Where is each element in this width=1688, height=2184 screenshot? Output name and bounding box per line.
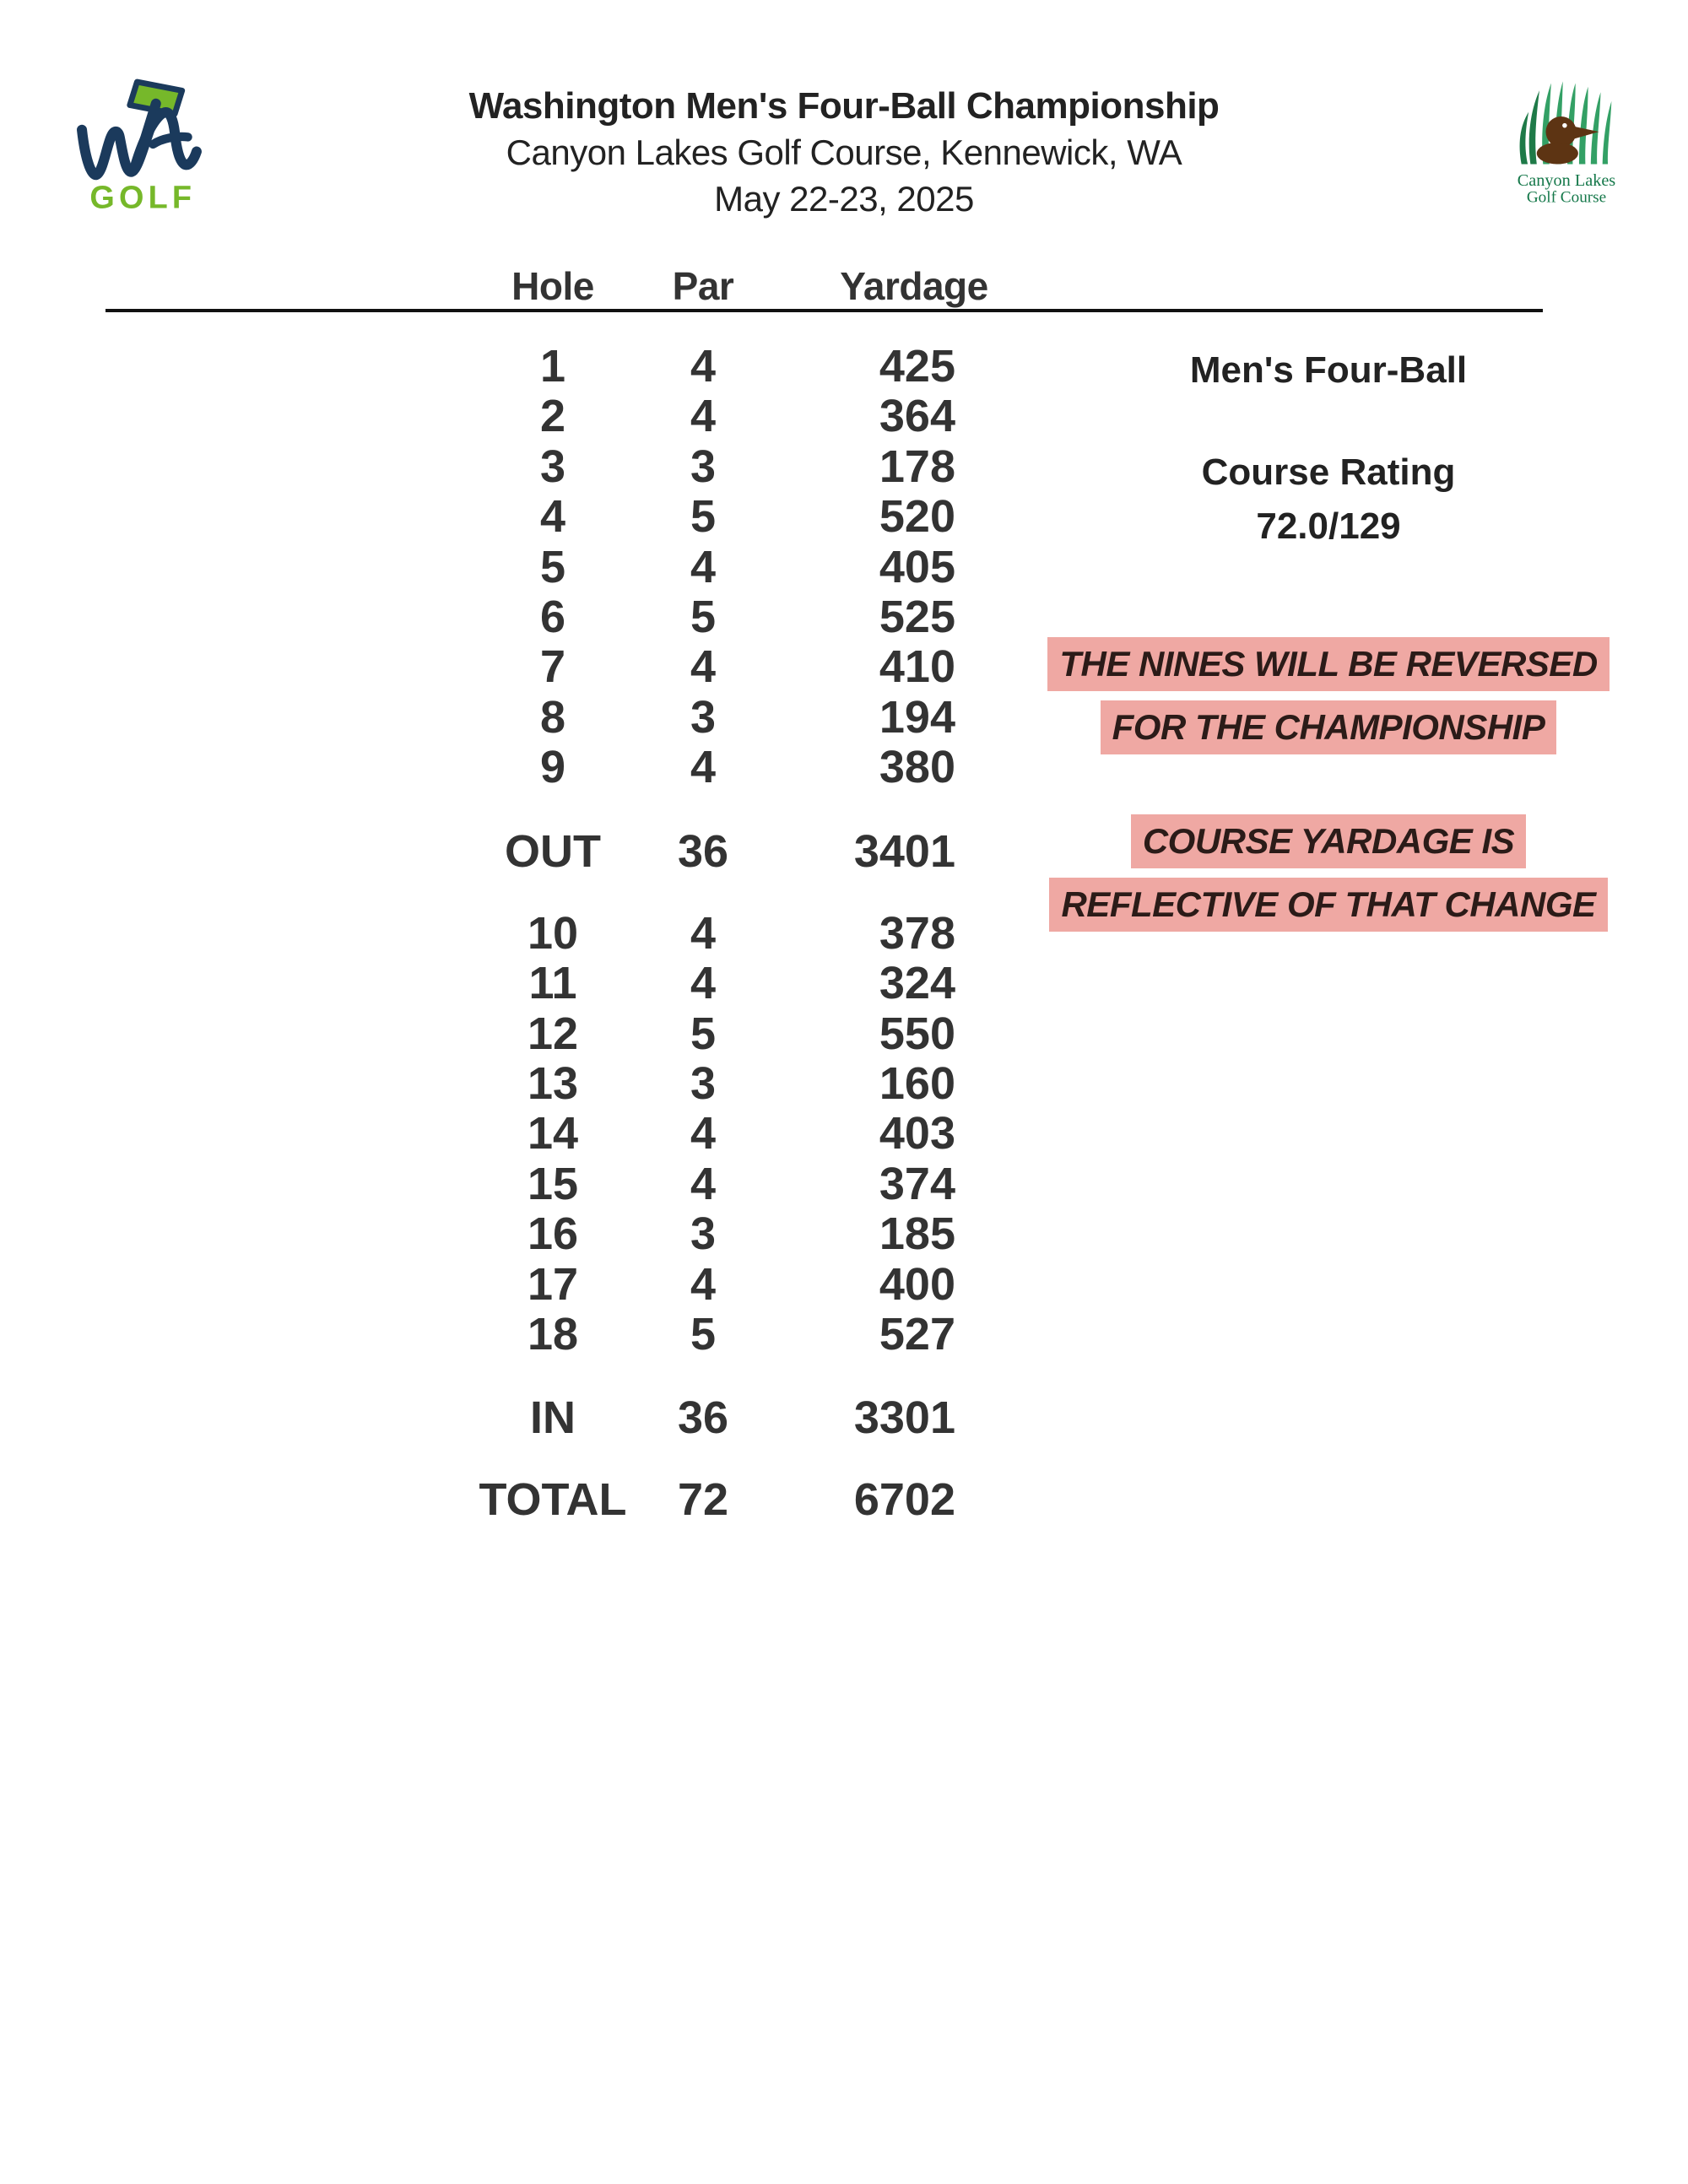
- yardage-value: 378: [879, 907, 955, 959]
- table-spacer: [468, 875, 1059, 907]
- course-rating-value: 72.0/129: [1256, 505, 1401, 547]
- par-value: 4: [690, 391, 717, 442]
- hole-number: 5: [539, 541, 566, 592]
- nines-reversed-note: [1041, 637, 1615, 764]
- in-par: 36: [677, 1392, 729, 1444]
- yardage-value: 527: [879, 1309, 955, 1360]
- par-value: 5: [690, 1309, 717, 1360]
- yardage-value: 403: [879, 1108, 955, 1160]
- table-row-out-total: [468, 825, 1059, 875]
- wa-script-monogram: [82, 104, 197, 175]
- hole-number: 13: [527, 1058, 579, 1110]
- table-row-hole-7: [468, 641, 1059, 693]
- yardage-change-note: [1041, 814, 1615, 941]
- table-row-hole-12: [468, 1008, 1059, 1057]
- yardage-value: 364: [879, 391, 955, 442]
- hole-number: 6: [539, 591, 566, 642]
- out-label: OUT: [505, 825, 601, 877]
- hole-number: 17: [527, 1258, 579, 1310]
- table-row-hole-13: [468, 1057, 1059, 1110]
- yardage-value: 410: [879, 641, 955, 693]
- yardage-value: 178: [879, 441, 955, 492]
- event-title: Washington Men's Four-Ball Championship: [468, 85, 1220, 127]
- note-line: THE NINES WILL BE REVERSED: [1047, 637, 1609, 691]
- column-header-par: Par: [672, 264, 734, 308]
- par-value: 3: [690, 691, 717, 743]
- hole-number: 14: [527, 1108, 579, 1160]
- yardage-value: 520: [879, 491, 955, 543]
- table-row-in-total: [468, 1392, 1059, 1444]
- scorecard-table: [468, 340, 1059, 1523]
- par-value: 4: [690, 1108, 717, 1160]
- hole-number: 12: [527, 1008, 579, 1059]
- total-par: 72: [677, 1473, 729, 1525]
- table-row-hole-14: [468, 1107, 1059, 1160]
- hole-number: 4: [539, 491, 566, 543]
- yardage-value: 185: [879, 1208, 955, 1260]
- hole-number: 15: [527, 1158, 579, 1209]
- table-row-hole-1: [468, 340, 1059, 390]
- hole-number: 1: [539, 341, 566, 392]
- yardage-value: 324: [879, 958, 955, 1009]
- table-row-hole-17: [468, 1258, 1059, 1308]
- event-header: [380, 83, 1308, 222]
- par-value: 3: [690, 1058, 717, 1110]
- table-row-hole-8: [468, 691, 1059, 741]
- course-rating: [1041, 446, 1615, 554]
- canyon-lakes-logo-line2: Golf Course: [1526, 188, 1607, 207]
- note-line: REFLECTIVE OF THAT CHANGE: [1049, 878, 1607, 932]
- note-line: COURSE YARDAGE IS: [1131, 814, 1526, 868]
- yardage-value: 374: [879, 1158, 955, 1209]
- total-label: TOTAL: [479, 1473, 627, 1525]
- par-value: 3: [690, 441, 717, 492]
- table-spacer: [468, 1358, 1059, 1392]
- yardage-value: 160: [879, 1058, 955, 1110]
- wa-golf-logo: [72, 72, 217, 217]
- hole-number: 10: [527, 907, 579, 959]
- yardage-value: 550: [879, 1008, 955, 1059]
- yardage-value: 380: [879, 742, 955, 793]
- division-label: Men's Four-Ball: [1189, 349, 1468, 391]
- par-value: 5: [690, 491, 717, 543]
- par-value: 4: [690, 742, 717, 793]
- canyon-lakes-logo-line1: Canyon Lakes: [1517, 171, 1616, 191]
- table-row-hole-15: [468, 1158, 1059, 1208]
- par-value: 5: [690, 1008, 717, 1059]
- header-divider-line: [106, 309, 1543, 312]
- hole-number: 11: [528, 958, 577, 1009]
- par-value: 4: [690, 541, 717, 592]
- out-par: 36: [677, 825, 729, 877]
- in-label: IN: [530, 1392, 576, 1444]
- table-row-hole-4: [468, 490, 1059, 543]
- par-value: 3: [690, 1208, 717, 1260]
- in-yardage: 3301: [853, 1392, 955, 1444]
- hole-number: 7: [539, 641, 566, 693]
- par-value: 4: [690, 641, 717, 693]
- table-row-hole-18: [468, 1308, 1059, 1358]
- column-header-yardage: Yardage: [840, 264, 988, 308]
- table-row-hole-5: [468, 541, 1059, 591]
- scorecard-table-header: [468, 263, 1059, 307]
- table-row-hole-6: [468, 591, 1059, 641]
- yardage-value: 425: [879, 341, 955, 392]
- par-value: 4: [690, 958, 717, 1009]
- table-row-hole-2: [468, 390, 1059, 440]
- par-value: 5: [690, 591, 717, 642]
- hole-number: 9: [539, 742, 566, 793]
- table-row-grand-total: [468, 1473, 1059, 1523]
- table-row-hole-16: [468, 1208, 1059, 1260]
- par-value: 4: [690, 1158, 717, 1209]
- table-row-hole-9: [468, 741, 1059, 791]
- table-row-hole-10: [468, 907, 1059, 957]
- par-value: 4: [690, 341, 717, 392]
- course-rating-label: Course Rating: [1201, 451, 1456, 493]
- column-header-hole: Hole: [511, 264, 594, 308]
- yardage-value: 400: [879, 1258, 955, 1310]
- hole-number: 18: [527, 1309, 579, 1360]
- par-value: 4: [690, 907, 717, 959]
- out-yardage: 3401: [853, 825, 955, 877]
- yardage-value: 194: [879, 691, 955, 743]
- table-spacer: [468, 792, 1059, 825]
- hole-number: 16: [527, 1208, 579, 1260]
- yardage-value: 405: [879, 541, 955, 592]
- table-row-hole-3: [468, 441, 1059, 490]
- event-venue: Canyon Lakes Golf Course, Kennewick, WA: [506, 132, 1182, 172]
- info-panel: [1041, 348, 1615, 941]
- event-dates: May 22-23, 2025: [714, 179, 974, 219]
- canyon-lakes-logo: [1512, 76, 1621, 211]
- hole-number: 2: [539, 391, 566, 442]
- table-row-hole-11: [468, 957, 1059, 1007]
- hole-number: 8: [539, 691, 566, 743]
- par-value: 4: [690, 1258, 717, 1310]
- note-line: FOR THE CHAMPIONSHIP: [1101, 700, 1557, 754]
- yardage-value: 525: [879, 591, 955, 642]
- total-yardage: 6702: [853, 1473, 955, 1525]
- hole-number: 3: [539, 441, 566, 492]
- table-spacer: [468, 1442, 1059, 1473]
- wa-golf-wordmark: GOLF: [89, 180, 197, 216]
